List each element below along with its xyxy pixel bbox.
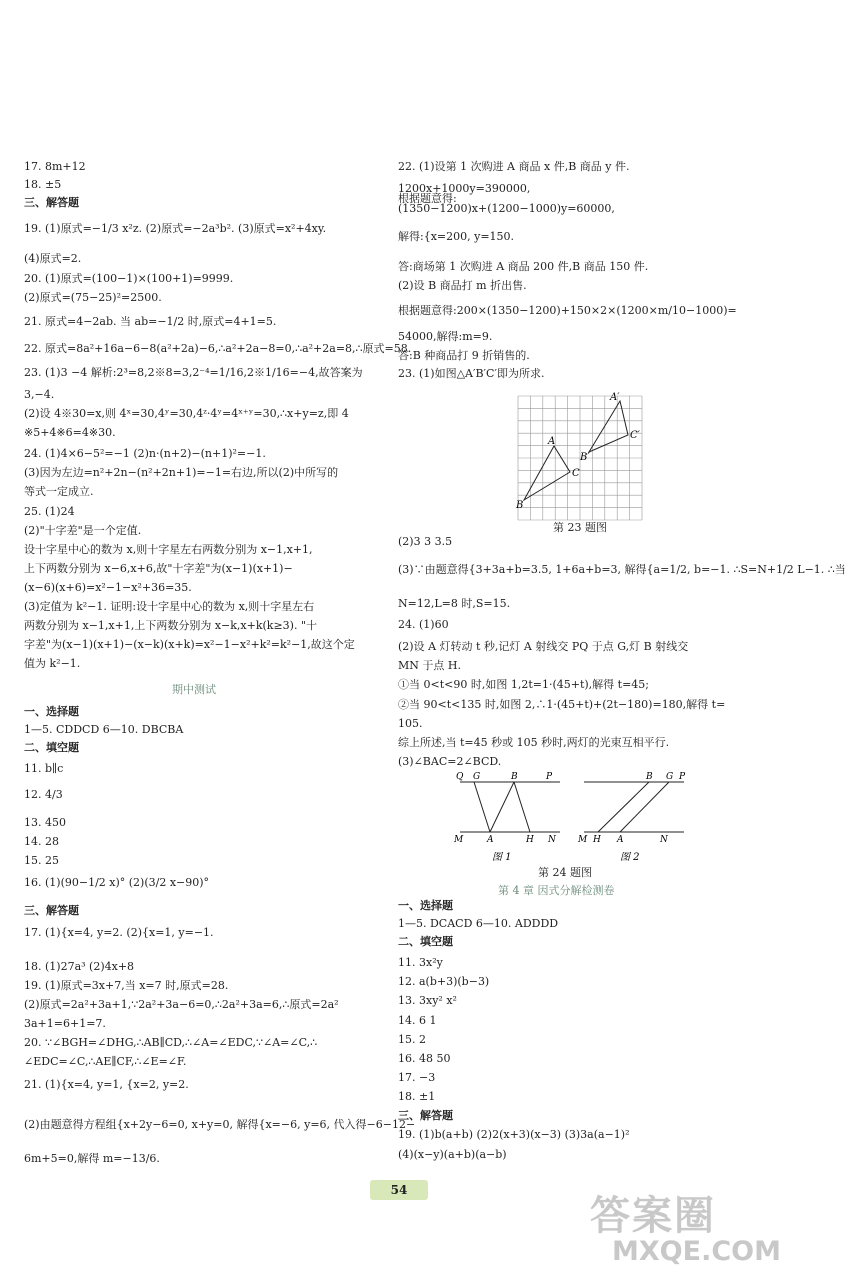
right-line: 根据题意得: bbox=[398, 192, 457, 205]
triangle-abc bbox=[524, 446, 570, 500]
fig24-label-b2: B bbox=[646, 772, 653, 782]
left-line: 25. (1)24 bbox=[24, 505, 75, 518]
left-line: (2)设 4※30=x,则 4ˣ=30,4ʸ=30,4ᶻ·4ʸ=4ˣ⁺ʸ=30,∴x+y=z,即 4 bbox=[24, 407, 349, 420]
right-line: 19. (1)b(a+b) (2)2(x+3)(x−3) (3)3a(a−1)² bbox=[398, 1128, 630, 1141]
right-line: (2)3 3 3.5 bbox=[398, 535, 453, 548]
right-line: N=12,L=8 时,S=15. bbox=[398, 597, 511, 610]
left-line: 3a+1=6+1=7. bbox=[24, 1017, 106, 1030]
left-line: 3,−4. bbox=[24, 388, 55, 401]
left-line: 值为 k²−1. bbox=[24, 657, 81, 670]
left-line: (3)因为左边=n²+2n−(n²+2n+1)=−1=右边,所以(2)中所写的 bbox=[24, 466, 339, 479]
left-line: ∠EDC=∠C,∴AE∥CF,∴∠E=∠F. bbox=[24, 1055, 187, 1068]
left-line: 11. b∥c bbox=[24, 762, 64, 775]
fig24-label-m: M bbox=[454, 835, 464, 845]
left-line: 19. (1)原式=3x+7,当 x=7 时,原式=28. bbox=[24, 979, 229, 992]
right-line: 答:商场第 1 次购进 A 商品 200 件,B 商品 150 件. bbox=[398, 260, 649, 273]
fig24-label-a: A bbox=[487, 835, 494, 845]
fig24-label-p: P bbox=[546, 772, 553, 782]
fig24-label-n: N bbox=[548, 835, 556, 845]
left-line: 三、解答题 bbox=[24, 196, 79, 209]
fig24-label-a2: A bbox=[617, 835, 624, 845]
left-line: ※5+4※6=4※30. bbox=[24, 426, 116, 439]
fig24-label-g: G bbox=[473, 772, 481, 782]
left-line: 17. (1){x=4, y=2. (2){x=1, y=−1. bbox=[24, 926, 214, 939]
left-line: (2)"十字差"是一个定值. bbox=[24, 524, 142, 537]
left-line: 20. (1)原式=(100−1)×(100+1)=9999. bbox=[24, 272, 234, 285]
fig24-label-h2: H bbox=[593, 835, 601, 845]
right-line: 14. 6 1 bbox=[398, 1014, 437, 1027]
left-line: 18. ±5 bbox=[24, 178, 62, 191]
fig24-img2: 图 2 bbox=[620, 852, 640, 863]
right-line: 15. 2 bbox=[398, 1033, 426, 1046]
left-line: 设十字星中心的数为 x,则十字星左右两数分别为 x−1,x+1, bbox=[24, 543, 313, 556]
right-line: (3)∵由题意得{3+3a+b=3.5, 1+6a+b=3, 解得{a=1/2, b=−1. ∴S=N+1/2 L−1. ∴当 bbox=[398, 563, 846, 576]
right-line: 13. 3xy² x² bbox=[398, 994, 457, 1007]
right-line: 12. a(b+3)(b−3) bbox=[398, 975, 490, 988]
right-line: 54000,解得:m=9. bbox=[398, 330, 493, 343]
right-line: 二、填空题 bbox=[398, 935, 453, 948]
right-line: 18. ±1 bbox=[398, 1090, 436, 1103]
right-line: ②当 90<t<135 时,如图 2,∴1·(45+t)+(2t−180)=180,解得 t= bbox=[398, 698, 726, 711]
right-line: 16. 48 50 bbox=[398, 1052, 451, 1065]
right-line: 11. 3x²y bbox=[398, 956, 443, 969]
left-line: 字差"为(x−1)(x+1)−(x−k)(x+k)=x²−1−x²+k²=k²−1,故这个定 bbox=[24, 638, 355, 651]
right-line: 一、选择题 bbox=[398, 899, 453, 912]
left-line: 14. 28 bbox=[24, 835, 59, 848]
left-line: 16. (1)(90−1/2 x)° (2)(3/2 x−90)° bbox=[24, 876, 210, 889]
fig23-label-b: B bbox=[516, 500, 524, 511]
left-line: 23. (1)3 −4 解析:2³=8,2※8=3,2⁻⁴=1/16,2※1/16=−4,故答案为 bbox=[24, 366, 363, 379]
fig24-label-n2: N bbox=[660, 835, 668, 845]
right-line: 1—5. DCACD 6—10. ADDDD bbox=[398, 917, 559, 930]
left-line: 21. 原式=4−2ab. 当 ab=−1/2 时,原式=4+1=5. bbox=[24, 315, 277, 328]
left-line: 17. 8m+12 bbox=[24, 160, 86, 173]
left-line: (4)原式=2. bbox=[24, 252, 82, 265]
fig23-label-c: C bbox=[572, 468, 580, 479]
left-line: 6m+5=0,解得 m=−13/6. bbox=[24, 1152, 160, 1165]
left-line: 21. (1){x=4, y=1, {x=2, y=2. bbox=[24, 1078, 189, 1091]
right-line: 105. bbox=[398, 717, 423, 730]
figure-23-caption: 第 23 题图 bbox=[553, 521, 607, 534]
right-line: (2)设 A 灯转动 t 秒,记灯 A 射线交 PQ 于点 G,灯 B 射线交 bbox=[398, 640, 689, 653]
left-line: 15. 25 bbox=[24, 854, 59, 867]
left-line: (3)定值为 k²−1. 证明:设十字星中心的数为 x,则十字星左右 bbox=[24, 600, 315, 613]
left-line: (x−6)(x+6)=x²−1−x²+36=35. bbox=[24, 581, 192, 594]
left-line: (2)原式=2a²+3a+1,∵2a²+3a−6=0,∴2a²+3a=6,∴原式=2a² bbox=[24, 998, 339, 1011]
fig24-img1: 图 1 bbox=[492, 852, 512, 863]
left-line: 22. 原式=8a²+16a−6−8(a²+2a)−6,∴a²+2a−8=0,∴a²+2a=8,∴原式=58. bbox=[24, 342, 412, 355]
fig23-label-a: A bbox=[548, 436, 556, 447]
left-line: 13. 450 bbox=[24, 816, 66, 829]
right-line: (4)(x−y)(a+b)(a−b) bbox=[398, 1148, 507, 1161]
page-number: 54 bbox=[370, 1180, 428, 1200]
left-line: 三、解答题 bbox=[24, 904, 79, 917]
right-line: (3)∠BAC=2∠BCD. bbox=[398, 755, 502, 768]
right-line: 综上所述,当 t=45 秒或 105 秒时,两灯的光束互相平行. bbox=[398, 736, 670, 749]
left-line: 二、填空题 bbox=[24, 741, 79, 754]
figure-24-caption: 第 24 题图 bbox=[538, 866, 592, 879]
fig23-label-a1: A′ bbox=[610, 392, 620, 403]
right-line: (1350−1200)x+(1200−1000)y=60000, bbox=[398, 202, 615, 215]
midterm-title: 期中测试 bbox=[172, 683, 216, 696]
left-line: 两数分别为 x−1,x+1,上下两数分别为 x−k,x+k(k≥3). "十 bbox=[24, 619, 318, 632]
left-line: (2)由题意得方程组{x+2y−6=0, x+y=0, 解得{x=−6, y=6, 代入得−6−12− bbox=[24, 1118, 416, 1131]
left-line: 一、选择题 bbox=[24, 705, 79, 718]
right-line: 23. (1)如图△A′B′C′即为所求. bbox=[398, 367, 545, 380]
right-line: 答:B 种商品打 9 折销售的. bbox=[398, 349, 530, 362]
left-line: 18. (1)27a³ (2)4x+8 bbox=[24, 960, 135, 973]
fig23-label-b1: B′ bbox=[580, 452, 590, 463]
right-line: 24. (1)60 bbox=[398, 618, 449, 631]
right-line: 解得:{x=200, y=150. bbox=[398, 230, 515, 243]
left-line: 24. (1)4×6−5²=−1 (2)n·(n+2)−(n+1)²=−1. bbox=[24, 447, 266, 460]
watermark-url: MXQE.COM bbox=[612, 1236, 781, 1267]
left-line: 1—5. CDDCD 6—10. DBCBA bbox=[24, 723, 184, 736]
right-line: MN 于点 H. bbox=[398, 659, 461, 672]
fig24-label-q: Q bbox=[456, 772, 464, 782]
fig24-label-m2: M bbox=[578, 835, 588, 845]
right-line: 1200x+1000y=390000, bbox=[398, 182, 531, 195]
chapter-title: 第 4 章 因式分解检测卷 bbox=[498, 884, 615, 897]
fig23-label-c1: C′ bbox=[630, 430, 640, 441]
left-line: 等式一定成立. bbox=[24, 485, 94, 498]
left-line: 上下两数分别为 x−6,x+6,故"十字差"为(x−1)(x+1)− bbox=[24, 562, 293, 575]
right-line: 22. (1)设第 1 次购进 A 商品 x 件,B 商品 y 件. bbox=[398, 160, 630, 173]
right-line: 三、解答题 bbox=[398, 1109, 453, 1122]
watermark-logo: 答案圈 bbox=[590, 1193, 716, 1239]
right-line: 根据题意得:200×(1350−1200)+150×2×(1200×m/10−1000)= bbox=[398, 304, 737, 317]
fig24-label-b: B bbox=[511, 772, 518, 782]
figure-23-grid bbox=[510, 388, 650, 520]
fig24-label-h: H bbox=[526, 835, 534, 845]
left-line: 19. (1)原式=−1/3 x²z. (2)原式=−2a³b². (3)原式=x²+4xy. bbox=[24, 222, 327, 235]
right-line: (2)设 B 商品打 m 折出售. bbox=[398, 279, 527, 292]
left-line: 20. ∵∠BGH=∠DHG,∴AB∥CD,∴∠A=∠EDC,∵∠A=∠C,∴ bbox=[24, 1036, 318, 1049]
fig24-label-p2: P bbox=[679, 772, 686, 782]
figure-24 bbox=[448, 770, 688, 870]
left-line: 12. 4/3 bbox=[24, 788, 63, 801]
right-line: ①当 0<t<90 时,如图 1,2t=1·(45+t),解得 t=45; bbox=[398, 678, 650, 691]
right-line: 17. −3 bbox=[398, 1071, 436, 1084]
left-line: (2)原式=(75−25)²=2500. bbox=[24, 291, 162, 304]
fig24-label-g2: G bbox=[666, 772, 674, 782]
